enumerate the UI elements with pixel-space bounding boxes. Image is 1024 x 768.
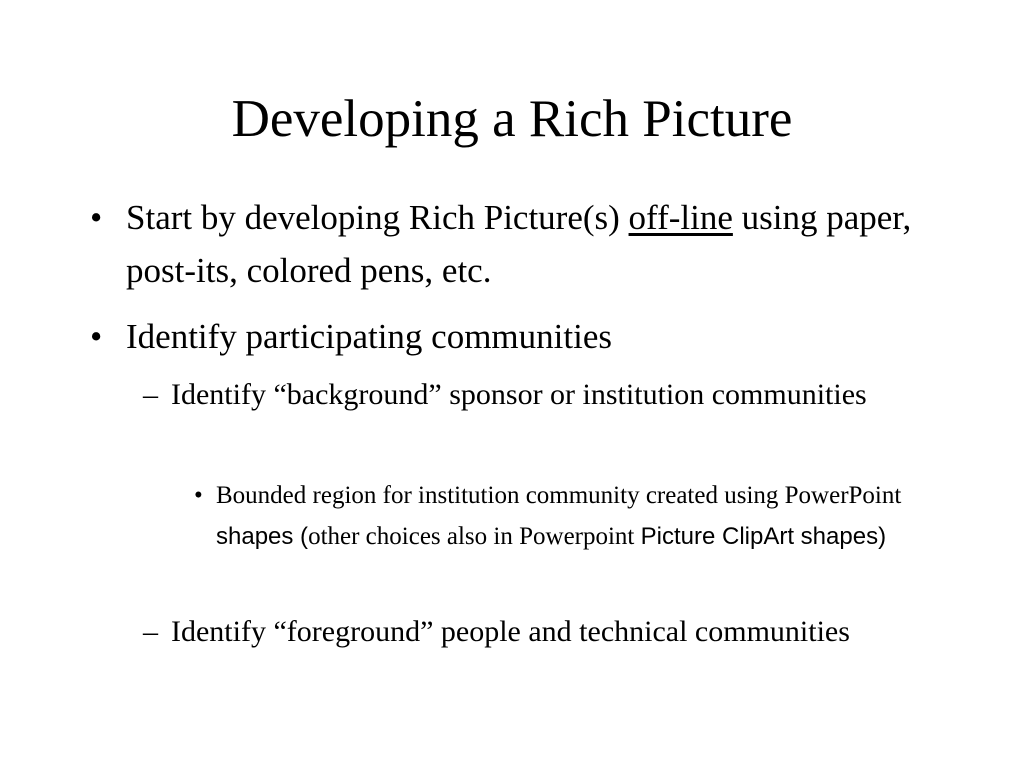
sub-item-foreground-communities (143, 609, 931, 655)
bullet-text: Identify participating communities (126, 317, 612, 356)
bullet-item-start-offline (90, 191, 946, 297)
sub-item-text: Identify “foreground” people and technical communities (171, 615, 850, 648)
sub-sub-item-text: Bounded region for institution community created using PowerPoint shapes (other choices also in Powerpoint Picture ClipArt shapes) (216, 482, 902, 550)
bullet-marker: • (194, 482, 203, 509)
dash-marker: – (143, 378, 158, 411)
sub-item-text: Identify “background” sponsor or institution communities (171, 378, 867, 411)
dash-marker: – (143, 615, 158, 648)
bullet-marker: • (90, 198, 103, 237)
sub-sub-item-bounded-region (194, 475, 936, 557)
bullet-item-identify-communities (90, 310, 946, 363)
slide-title: Developing a Rich Picture (231, 90, 793, 148)
bullet-marker: • (90, 317, 103, 356)
bullet-text: Start by developing Rich Picture(s) off-line using paper, post-its, colored pens, etc. (126, 198, 912, 290)
sub-item-background-communities (143, 372, 931, 418)
underlined-term: off-line (628, 198, 733, 237)
